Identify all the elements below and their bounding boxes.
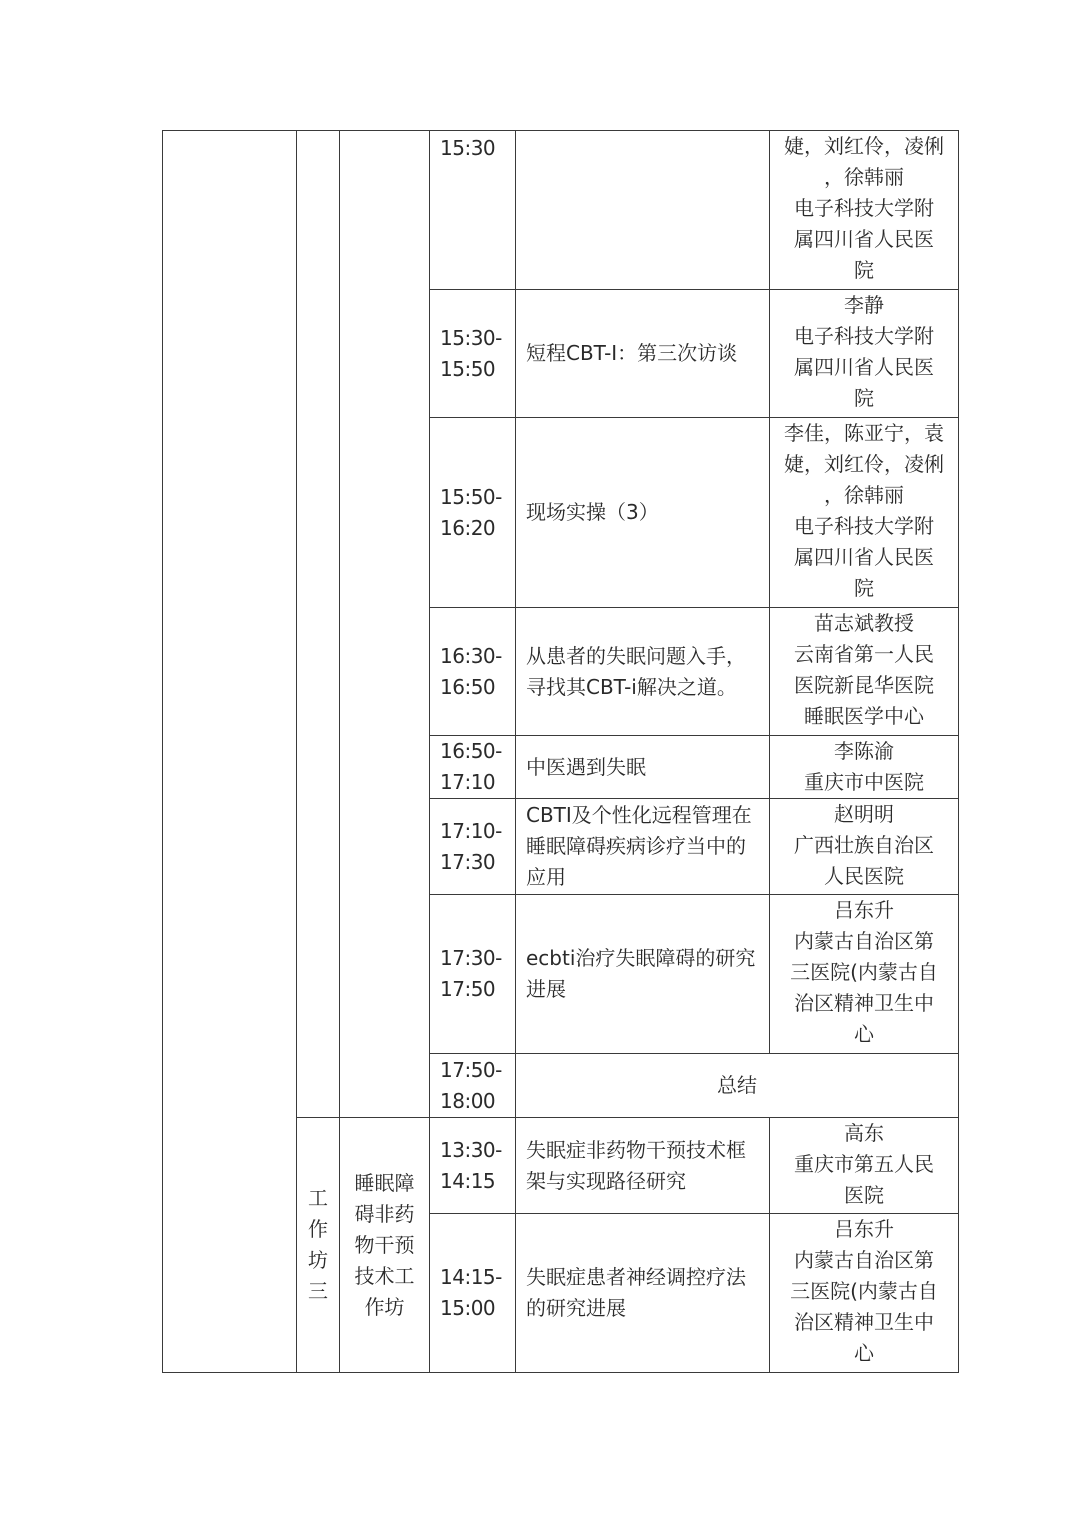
workshop-name-cell [340, 1118, 430, 1373]
speaker-line: 吕东升 [834, 1217, 894, 1241]
workshop-name-cell [340, 131, 430, 1118]
workshop-number-cell [297, 131, 340, 1118]
time-cell: 16:50-17:10 [430, 736, 516, 799]
time-cell: 15:30 [430, 131, 516, 290]
schedule-table [162, 130, 959, 1373]
speaker-line: 广西壮族自治区 [794, 833, 934, 857]
speaker-cell [770, 895, 959, 1054]
speaker-line: 电子科技大学附 [794, 324, 934, 348]
speaker-line: 电子科技大学附 [794, 514, 934, 538]
speaker-line: 睡眠医学中心 [804, 704, 924, 728]
time-cell: 14:15-15:00 [430, 1214, 516, 1373]
time-cell: 13:30-14:15 [430, 1118, 516, 1214]
speaker-cell [770, 418, 959, 608]
time-cell: 17:30-17:50 [430, 895, 516, 1054]
speaker-line: 医院 [844, 1183, 884, 1207]
speaker-line: 属四川省人民医 [794, 355, 934, 379]
speaker-line: 治区精神卫生中 [794, 1310, 934, 1334]
topic-cell: 现场实操（3） [516, 418, 770, 608]
time-cell: 17:10-17:30 [430, 799, 516, 895]
speaker-cell [770, 1214, 959, 1373]
speaker-line: 苗志斌教授 [814, 611, 914, 635]
speaker-cell [770, 131, 959, 290]
topic-cell: 失眠症患者神经调控疗法的研究进展 [516, 1214, 770, 1373]
workshop-name-label: 睡眠障碍非药物干预技术工作坊 [354, 1170, 415, 1319]
speaker-line: 院 [854, 576, 874, 600]
speaker-line: 云南省第一人民 [794, 642, 934, 666]
speaker-line: 电子科技大学附 [794, 196, 934, 220]
speaker-line: 婕，刘红伶，凌俐 [784, 452, 944, 476]
speaker-line: ，徐韩丽 [824, 165, 904, 189]
speaker-line: 院 [854, 258, 874, 282]
speaker-line: 心 [854, 1341, 874, 1365]
speaker-line: 属四川省人民医 [794, 227, 934, 251]
speaker-line: 三医院(内蒙古自 [790, 1279, 938, 1303]
speaker-line: 李静 [844, 293, 884, 317]
speaker-line: 院 [854, 386, 874, 410]
speaker-line: 属四川省人民医 [794, 545, 934, 569]
topic-cell: ecbti治疗失眠障碍的研究进展 [516, 895, 770, 1054]
time-cell: 15:50-16:20 [430, 418, 516, 608]
workshop-number-cell [297, 1118, 340, 1373]
speaker-line: 吕东升 [834, 898, 894, 922]
speaker-line: 内蒙古自治区第 [794, 1248, 934, 1272]
speaker-line: 医院新昆华医院 [794, 673, 934, 697]
time-cell: 16:30-16:50 [430, 608, 516, 736]
topic-cell: CBTI及个性化远程管理在睡眠障碍疾病诊疗当中的应用 [516, 799, 770, 895]
speaker-line: 重庆市第五人民 [794, 1152, 934, 1176]
speaker-cell [770, 608, 959, 736]
speaker-line: 李佳，陈亚宁，袁 [784, 421, 944, 445]
blank-column-cell [163, 131, 297, 1373]
speaker-line: 李陈渝 [834, 739, 894, 763]
speaker-line: 内蒙古自治区第 [794, 929, 934, 953]
topic-cell: 中医遇到失眠 [516, 736, 770, 799]
speaker-line: 重庆市中医院 [804, 770, 924, 794]
speaker-line: 高东 [844, 1121, 884, 1145]
time-cell: 17:50-18:00 [430, 1054, 516, 1118]
table-row [163, 131, 959, 290]
topic-cell: 短程CBT-I：第三次访谈 [516, 290, 770, 418]
speaker-line: 三医院(内蒙古自 [790, 960, 938, 984]
speaker-line: ，徐韩丽 [824, 483, 904, 507]
speaker-cell [770, 799, 959, 895]
speaker-cell [770, 736, 959, 799]
speaker-line: 治区精神卫生中 [794, 991, 934, 1015]
speaker-cell [770, 1118, 959, 1214]
workshop-number-label: 工作坊三 [308, 1186, 328, 1303]
topic-cell: 失眠症非药物干预技术框架与实现路径研究 [516, 1118, 770, 1214]
time-cell: 15:30-15:50 [430, 290, 516, 418]
speaker-line: 心 [854, 1022, 874, 1046]
topic-cell: 从患者的失眠问题入手，寻找其CBT-i解决之道。 [516, 608, 770, 736]
summary-cell: 总结 [516, 1054, 959, 1118]
speaker-line: 赵明明 [834, 802, 894, 826]
speaker-cell [770, 290, 959, 418]
speaker-line: 人民医院 [824, 864, 904, 888]
speaker-line: 婕，刘红伶，凌俐 [784, 134, 944, 158]
topic-cell [516, 131, 770, 290]
